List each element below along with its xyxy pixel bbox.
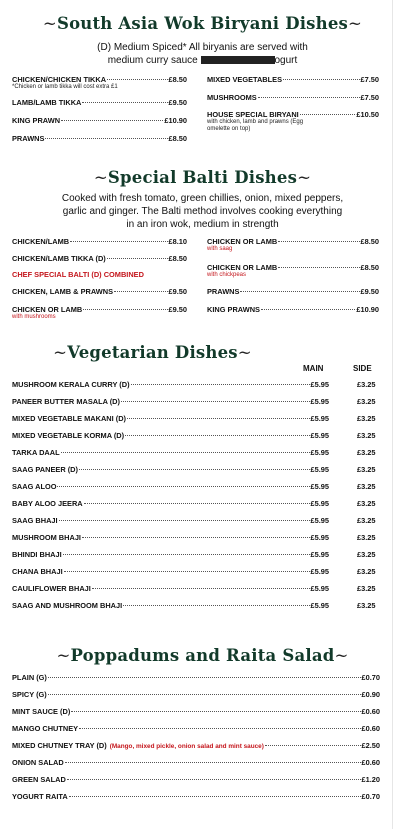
side-price: £3.25 [357,380,376,389]
item-note: with chicken, lamb and prawns (Egg omelette on top) [207,119,304,132]
menu-item: KING PRAWN £10.90 [12,116,187,125]
side-price: £3.25 [357,584,376,593]
list-item: MANGO CHUTNEY £0.60 [12,724,380,733]
biryani-subtitle-line-1: (D) Medium Spiced* All biryanis are served with [97,42,308,53]
side-price: £3.25 [357,448,376,457]
side-price: £3.25 [357,499,376,508]
menu-item: CHICKEN/LAMB £8.10 [12,237,187,246]
list-item: MIXED CHUTNEY TRAY (D) (Mango, mixed pickle, onion salad and mint sauce) £2.50 [12,741,380,750]
item-note: *Chicken or lamb tikka will cost extra £1 [12,84,118,90]
list-item: PLAIN (G) £0.70 [12,673,380,682]
poppadums-title: Poppadums and Raita Salad [70,646,335,665]
side-price: £3.25 [357,397,376,406]
balti-heading: ~Special Balti Dishes~ [93,168,312,187]
veg-heading: ~Vegetarian Dishes~ [53,343,252,362]
item-note: (Mango, mixed pickle, onion salad and mint sauce) [109,743,264,750]
side-price: £3.25 [357,465,376,474]
table-row: SAAG PANEER (D) £5.95 [12,465,329,474]
table-row: BHINDI BHAJI £5.95 [12,550,329,559]
item-note: with saag [207,246,233,252]
side-price: £3.25 [357,550,376,559]
menu-item: CHICKEN OR LAMB £9.50 [12,305,187,314]
menu-item: LAMB/LAMB TIKKA £9.50 [12,98,187,107]
side-price: £3.25 [357,482,376,491]
menu-item: CHICKEN OR LAMB £8.50 [207,237,379,246]
side-price: £3.25 [357,601,376,610]
side-price: £3.25 [357,567,376,576]
column-header-main: MAIN [303,364,324,373]
side-price: £3.25 [357,431,376,440]
menu-item: CHICKEN/LAMB TIKKA (D) £8.50 [12,254,187,263]
veg-title: Vegetarian Dishes [67,343,238,362]
side-price: £3.25 [357,414,376,423]
list-item: GREEN SALAD £1.20 [12,775,380,784]
list-item: YOGURT RAITA £0.70 [12,792,380,801]
table-row: CHANA BHAJI £5.95 [12,567,329,576]
table-row: SAAG AND MUSHROOM BHAJI £5.95 [12,601,329,610]
biryani-title: South Asia Wok Biryani Dishes [56,14,349,33]
table-row: SAAG ALOO £5.95 [12,482,329,491]
item-note: with mushrooms [12,314,56,320]
table-row: MIXED VEGETABLE MAKANI (D) £5.95 [12,414,329,423]
table-row: MIXED VEGETABLE KORMA (D) £5.95 [12,431,329,440]
menu-item: HOUSE SPECIAL BIRYANI £10.50 [207,110,379,119]
menu-item: MIXED VEGETABLES £7.50 [207,75,379,84]
menu-section-label: CHEF SPECIAL BALTI (D) COMBINED [12,270,144,279]
table-row: BABY ALOO JEERA £5.95 [12,499,329,508]
poppadums-heading: ~Poppadums and Raita Salad~ [56,646,349,665]
menu-item: PRAWNS £8.50 [12,134,187,143]
menu-item: CHICKEN OR LAMB £8.50 [207,263,379,272]
biryani-heading: ~South Asia Wok Biryani Dishes~ [42,14,363,33]
table-row: MUSHROOM BHAJI £5.95 [12,533,329,542]
column-header-side: SIDE [353,364,372,373]
side-price: £3.25 [357,533,376,542]
menu-item: CHICKEN, LAMB & PRAWNS £9.50 [12,287,187,296]
page-edge-divider [392,0,393,829]
biryani-subtitle [20,41,385,67]
table-row: CAULIFLOWER BHAJI £5.95 [12,584,329,593]
menu-item: CHICKEN/CHICKEN TIKKA £8.50 [12,75,187,84]
table-row: MUSHROOM KERALA CURRY (D) £5.95 [12,380,329,389]
menu-item: KING PRAWNS £10.90 [207,305,379,314]
table-row: SAAG BHAJI £5.95 [12,516,329,525]
list-item: SPICY (G) £0.90 [12,690,380,699]
menu-item: MUSHROOMS £7.50 [207,93,379,102]
biryani-subtitle-line-2: medium curry sauce ogurt [107,55,298,66]
menu-item: PRAWNS £9.50 [207,287,379,296]
balti-description: Cooked with fresh tomato, green chillies, onion, mixed peppers, garlic and ginger. The Balti method involves cooking everything in an iron wok, medium in strength [61,193,344,230]
redacted-text [201,56,275,64]
table-row: TARKA DAAL £5.95 [12,448,329,457]
balti-title: Special Balti Dishes [107,168,298,187]
item-note: with chickpeas [207,272,247,278]
list-item: ONION SALAD £0.60 [12,758,380,767]
side-price: £3.25 [357,516,376,525]
table-row: PANEER BUTTER MASALA (D) £5.95 [12,397,329,406]
list-item: MINT SAUCE (D) £0.60 [12,707,380,716]
